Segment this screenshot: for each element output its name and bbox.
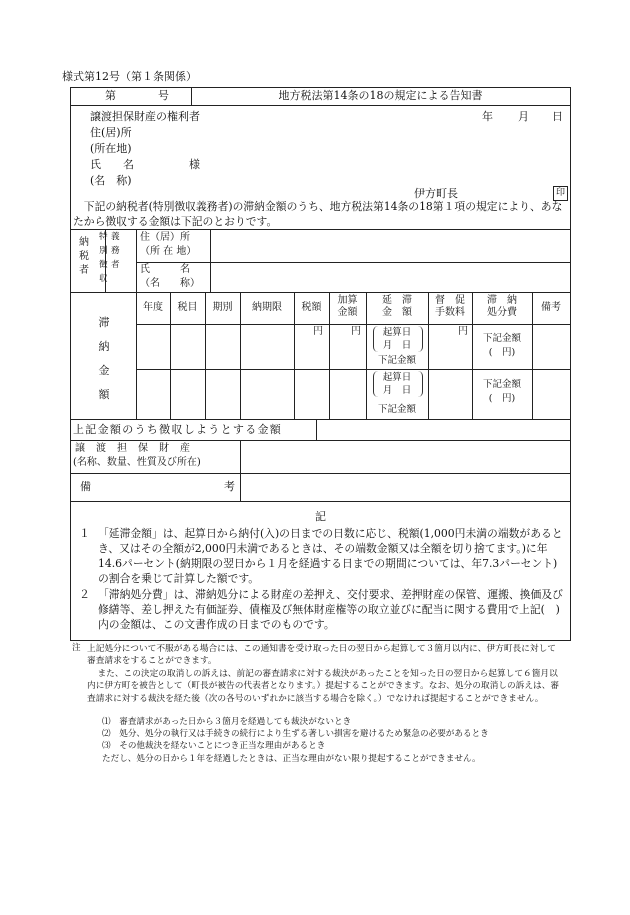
footnote-p1: 上記処分について不服がある場合には、この通知書を受け取った日の翌日から起算して３箇月以内に、伊方町長に対して審査請求をすることができます。: [87, 644, 556, 667]
name-label: 氏 名 様: [90, 158, 200, 171]
location-label: (所在地): [90, 142, 132, 155]
intro-text: 下記の納税者(特別徴収義務者)の滞納金額のうち、地方税法第14条の18第１項の規定により、あなたから徴収する金額は下記のとおりです。: [73, 200, 563, 228]
start-date-value-2: 月 日: [382, 385, 412, 396]
date-day: 日: [552, 110, 563, 123]
footnote-item-1: ⑴ 審査請求があった日から３箇月を経過しても裁決がないとき: [102, 717, 352, 727]
start-date-value: 月 日: [382, 340, 412, 351]
remarks-left: 備: [80, 480, 91, 493]
add-tax-yen-unit: 円: [351, 326, 361, 337]
col-item: 税目: [177, 302, 198, 313]
disposal-below-amount: 下記金額: [482, 333, 521, 344]
disposal-yen-2: ( 円): [488, 393, 516, 404]
col-due: 納期限: [252, 302, 282, 313]
note-1-number: １: [79, 527, 90, 540]
remarks-right: 考: [224, 480, 235, 493]
col-add-tax: 加算 金額: [337, 295, 358, 318]
start-date-label: 起算日: [382, 327, 412, 338]
taxpayer-location-label: （所 在 地）: [140, 246, 197, 257]
taxpayer-address-label: 住（居）所: [140, 232, 190, 243]
date-month: 月: [518, 110, 529, 123]
start-date-label-2: 起算日: [382, 372, 412, 383]
col-late: 延 滞 金 額: [382, 295, 412, 318]
address-label: 住(居)所: [90, 126, 132, 139]
late-below-amount: 下記金額: [377, 355, 416, 366]
notice-title: 地方税法第14条の18の規定による告知書: [278, 89, 483, 102]
disposal-yen: ( 円): [488, 347, 516, 358]
late-below-amount-2: 下記金額: [377, 404, 416, 415]
taxpayer-title-label: （名 称）: [140, 278, 200, 289]
footnote-mark: 注: [72, 643, 81, 653]
col-disposal: 滞 納 処分費: [487, 295, 517, 318]
footnote-item-3: ⑶ その他裁決を経ないことにつき正当な理由があるとき: [102, 741, 326, 751]
fee-yen-unit: 円: [458, 326, 468, 337]
seal-mark: 印: [553, 186, 568, 201]
notes-heading: 記: [315, 510, 326, 523]
special-collector-label: 特 別 徴 収 義 務 者: [99, 232, 120, 284]
property-label: 譲 渡 担 保 財 産: [75, 443, 191, 454]
footnote-p2: また、この決定の取消しの訴えは、前記の審査請求に対する裁決があったことを知った日の翌日から起算して６箇月以内に伊方町を被告として（町長が被告の代表者となります。）提起することができます。なお、処分の取消しの訴えは、審査請求に対する裁決を経た後（次の各号のいずれかに該当する場合を除く。）でなければ提起することができません。: [87, 669, 560, 704]
col-tax: 税額: [301, 302, 322, 313]
taxpayer-label: 納 税 者: [79, 237, 89, 276]
col-fee: 督 促 手数料: [435, 295, 465, 318]
property-sublabel: (名称、数量、性質及び所在): [73, 457, 201, 468]
form-label: 様式第12号（第１条関係）: [62, 70, 197, 83]
number-left: 第: [105, 89, 116, 102]
footnote-p3: ただし、処分の日から１年を経過したときは、正当な理由がない限り提起することができません。: [102, 754, 481, 764]
col-remarks: 備考: [541, 302, 561, 313]
note-2-number: ２: [79, 588, 90, 601]
note-1-text: 「延滞金額」は、起算日から納付(入)の日までの日数に応じ、税額(1,000円未満の端数があるとき、又はその全額が2,000円未満であるときは、その端数金額又は全額を切り捨てます。)に年14.6パーセント(納期限の翌日から１月を経過する日までの期間については、年7.3パーセント)の割合を乗じて計算した額です。: [98, 527, 563, 585]
collect-amount-label: 上記金額のうち徴収しようとする金額: [73, 423, 283, 436]
taxpayer-name-label: 氏 名: [140, 264, 190, 275]
right-holder-label: 譲渡担保財産の権利者: [90, 110, 200, 123]
footnote-item-2: ⑵ 処分、処分の執行又は手続きの続行により生ずる著しい損害を避けるため緊急の必要があるとき: [102, 729, 489, 739]
col-year: 年度: [143, 302, 163, 313]
arrears-row-label: 滞 納 金 額: [98, 316, 110, 401]
issuer: 伊方町長: [414, 187, 458, 200]
note-2-text: 「滞納処分費」は、滞納処分による財産の差押え、交付要求、差押財産の保管、運搬、換価及び修繕等、差し押えた有価証券、債権及び無体財産権等の取立並びに配当に関する費用で上記( )内の金額は、この文書作成の日までのものです。: [98, 588, 563, 631]
disposal-below-amount-2: 下記金額: [482, 379, 521, 390]
number-right: 号: [158, 89, 169, 102]
date-year: 年: [482, 110, 493, 123]
title-name-label: (名 称): [90, 174, 132, 187]
col-period: 期別: [212, 302, 233, 313]
tax-yen-unit: 円: [313, 326, 323, 337]
